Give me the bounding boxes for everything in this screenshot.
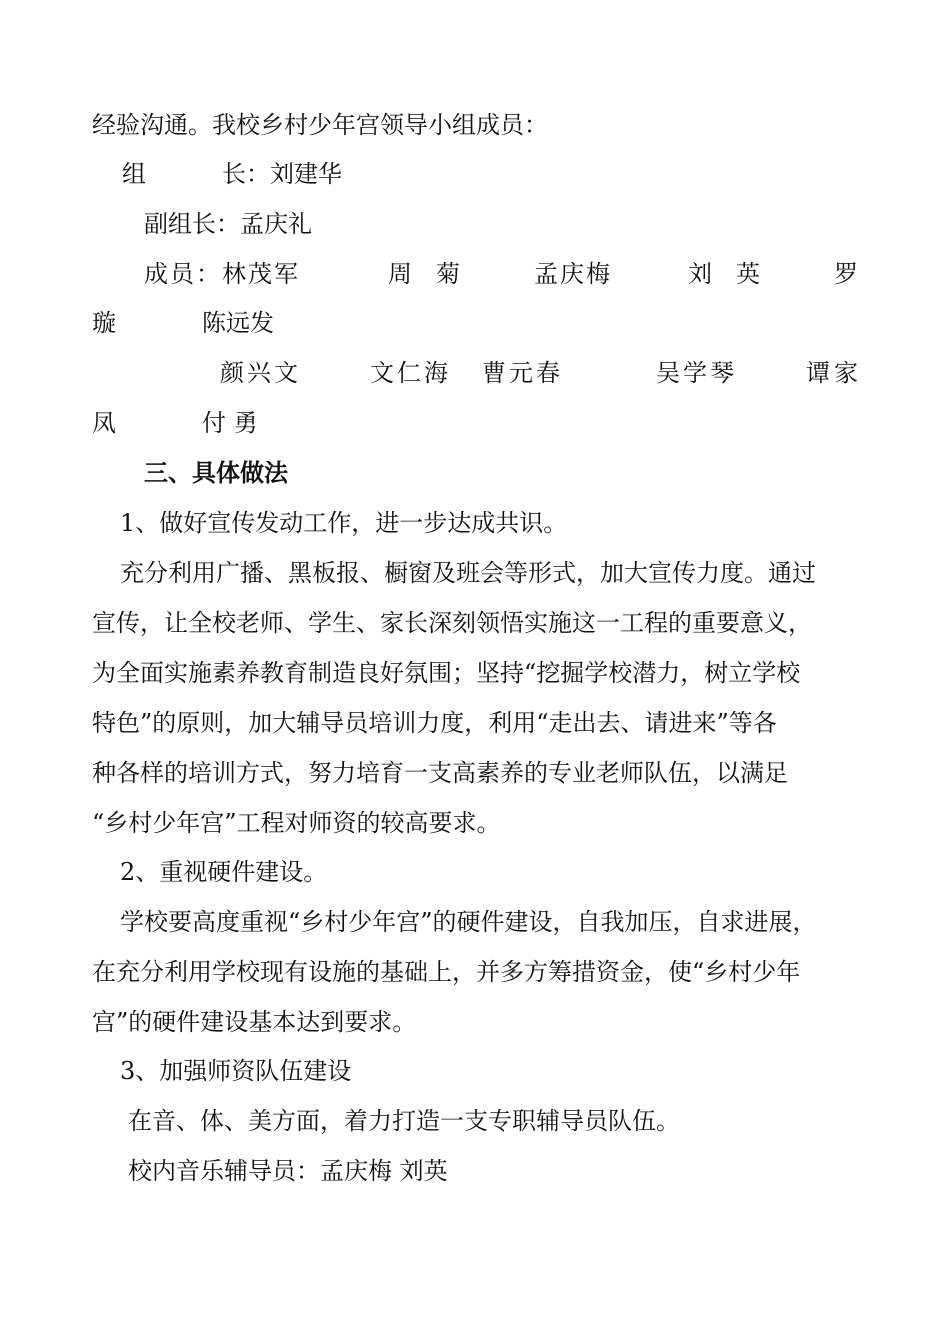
- paragraph-line: 宫”的硬件建设基本达到要求。: [92, 1008, 417, 1036]
- paragraph-line: 特色”的原则，加大辅导员培训力度，利用“走出去、请进来”等各: [92, 709, 777, 737]
- leader-name: 长：刘建华: [222, 160, 342, 188]
- member-name: 周 菊: [388, 260, 460, 288]
- section-heading: 三、具体做法: [144, 459, 288, 487]
- member-name: 陈远发: [202, 309, 274, 337]
- member-name: 罗: [834, 260, 858, 288]
- paragraph-line: “乡村少年宫”工程对师资的较高要求。: [92, 809, 501, 837]
- leader-line: [122, 157, 382, 191]
- member-name: 谭家: [806, 359, 862, 387]
- member-name: 曹元春: [482, 359, 563, 387]
- member-name: 付 勇: [202, 409, 258, 437]
- members-label: 成员：林茂军: [144, 260, 300, 288]
- member-name: 颜兴文: [220, 359, 301, 387]
- member-name: 凤: [92, 409, 116, 437]
- paragraph-line: 种各样的培训方式，努力培育一支高素养的专业老师队伍，以满足: [92, 759, 788, 787]
- intro-line: 经验沟通。我校乡村少年宫领导小组成员：: [92, 111, 548, 139]
- member-name: 刘 英: [688, 260, 760, 288]
- leader-label: 组: [122, 160, 146, 188]
- members-line-4: [92, 406, 392, 440]
- paragraph-line: 在充分利用学校现有设施的基础上，并多方筹措资金，使“乡村少年: [92, 958, 801, 986]
- member-name: 璇: [92, 309, 116, 337]
- paragraph-line: 校内音乐辅导员：孟庆梅 刘英: [128, 1157, 448, 1185]
- paragraph-line: 充分利用广播、黑板报、橱窗及班会等形式，加大宣传力度。通过: [120, 559, 816, 587]
- member-name: 文仁海: [370, 359, 451, 387]
- item3-heading: 3、加强师资队伍建设: [120, 1057, 352, 1085]
- paragraph-line: 学校要高度重视“乡村少年宫”的硬件建设，自我加压，自求进展，: [120, 908, 817, 936]
- members-line-3: [220, 356, 860, 390]
- member-name: 孟庆梅: [534, 260, 612, 288]
- member-name: 吴学琴: [656, 359, 737, 387]
- members-line-1: [144, 257, 864, 291]
- paragraph-line: 宣传，让全校老师、学生、家长深刻领悟实施这一工程的重要意义，: [92, 609, 812, 637]
- paragraph-line: 为全面实施素养教育制造良好氛围；坚持“挖掘学校潜力，树立学校: [92, 659, 801, 687]
- deputy-line: 副组长：孟庆礼: [144, 210, 312, 238]
- item2-heading: 2、重视硬件建设。: [120, 858, 328, 886]
- paragraph-line: 在音、体、美方面，着力打造一支专职辅导员队伍。: [128, 1107, 680, 1135]
- members-line-2: [92, 306, 392, 340]
- item1-heading: 1、做好宣传发动工作，进一步达成共识。: [120, 509, 568, 537]
